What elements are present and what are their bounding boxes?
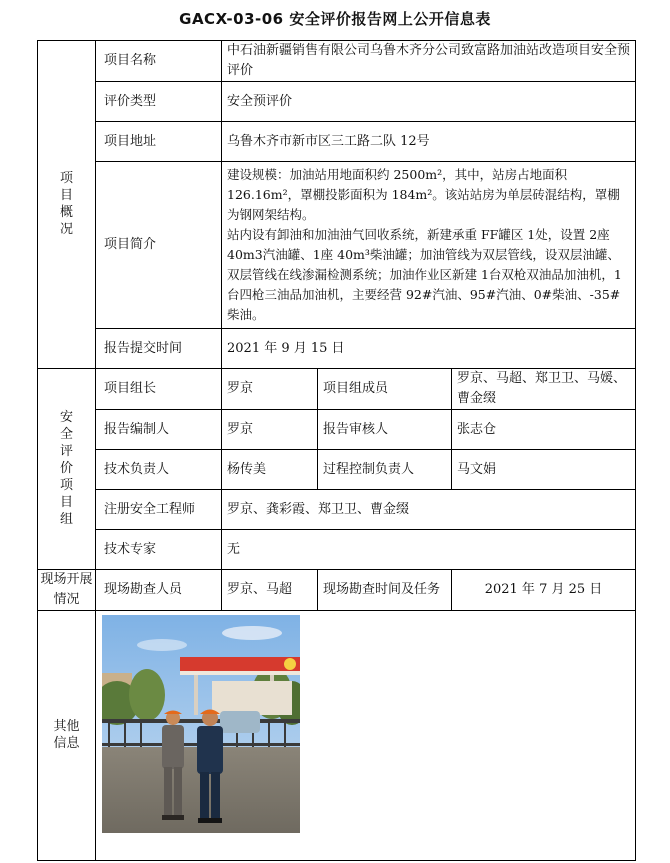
submit-time-value: 2021 年 9 月 15 日 <box>222 329 636 369</box>
leader-label: 项目组长 <box>96 369 222 410</box>
members-value: 罗京、马超、郑卫卫、马媛、曹金缀 <box>452 369 636 410</box>
row-expert <box>38 530 636 570</box>
address-value: 乌鲁木齐市新市区三工路二队 12号 <box>222 122 636 162</box>
row-project-name <box>38 41 636 82</box>
photo-cell <box>96 611 636 861</box>
site-time-value: 2021 年 7 月 25 日 <box>452 570 636 611</box>
section-overview-label: 项目概况 <box>59 170 73 237</box>
row-leader <box>38 369 636 410</box>
submit-time-label: 报告提交时间 <box>96 329 222 369</box>
members-label: 项目组成员 <box>318 369 452 410</box>
tech-lead-label: 技术负责人 <box>96 450 222 490</box>
process-lead-value: 马文娟 <box>452 450 636 490</box>
site-staff-label: 现场勘查人员 <box>96 570 222 611</box>
reviewer-label: 报告审核人 <box>318 410 452 450</box>
intro-paragraph-1: 建设规模：加油站用地面积约 2500m²，其中，站房占地面积 126.16m²，罩棚投影面积为 184m²。该站站房为单层砖混结构，罩棚为钢网架结构。 <box>227 167 620 222</box>
site-time-label: 现场勘查时间及任务 <box>318 570 452 611</box>
row-site <box>38 570 636 611</box>
intro-value <box>222 162 636 329</box>
site-staff-value: 罗京、马超 <box>222 570 318 611</box>
section-team-label: 安全评价项目组 <box>59 409 73 527</box>
eval-type-value: 安全预评价 <box>222 82 636 122</box>
address-label: 项目地址 <box>96 122 222 162</box>
engineers-label: 注册安全工程师 <box>96 490 222 530</box>
site-photo <box>102 615 300 833</box>
eval-type-label: 评价类型 <box>96 82 222 122</box>
section-site-cell <box>38 570 96 611</box>
info-table <box>37 40 636 861</box>
leader-value: 罗京 <box>222 369 318 410</box>
expert-label: 技术专家 <box>96 530 222 570</box>
section-other-cell <box>38 611 96 861</box>
row-other <box>38 611 636 861</box>
tech-lead-value: 杨传美 <box>222 450 318 490</box>
intro-paragraph-2: 站内设有卸油和加油油气回收系统，新建承重 FF罐区 1处，设置 2座 40m3汽油罐、1座 40m³柴油罐；加油管线为双层管线，设双层油罐、双层管线在线渗漏检测系统；加油作业区新建 1台双枪双油品加油机，1台四枪三油品加油机，主要经营 92#汽油、95#汽油、0#柴油、-35#柴油。 <box>227 227 622 322</box>
row-intro <box>38 162 636 329</box>
section-other-label: 其他信息 <box>53 718 80 751</box>
reviewer-value: 张志仓 <box>452 410 636 450</box>
author-label: 报告编制人 <box>96 410 222 450</box>
project-name-value: 中石油新疆销售有限公司乌鲁木齐分公司致富路加油站改造项目安全预评价 <box>222 41 636 82</box>
process-lead-label: 过程控制负责人 <box>318 450 452 490</box>
row-author <box>38 410 636 450</box>
engineers-value: 罗京、龚彩霞、郑卫卫、曹金缀 <box>222 490 636 530</box>
section-team-cell <box>38 369 96 570</box>
section-site-label: 现场开展情况 <box>40 572 93 607</box>
row-engineers <box>38 490 636 530</box>
page-title: GACX-03-06 安全评价报告网上公开信息表 <box>179 10 491 28</box>
intro-label: 项目简介 <box>96 162 222 329</box>
project-name-label: 项目名称 <box>96 41 222 82</box>
row-tech-lead <box>38 450 636 490</box>
row-submit-time <box>38 329 636 369</box>
row-eval-type <box>38 82 636 122</box>
row-address <box>38 122 636 162</box>
section-overview-cell <box>38 41 96 369</box>
expert-value: 无 <box>222 530 636 570</box>
author-value: 罗京 <box>222 410 318 450</box>
